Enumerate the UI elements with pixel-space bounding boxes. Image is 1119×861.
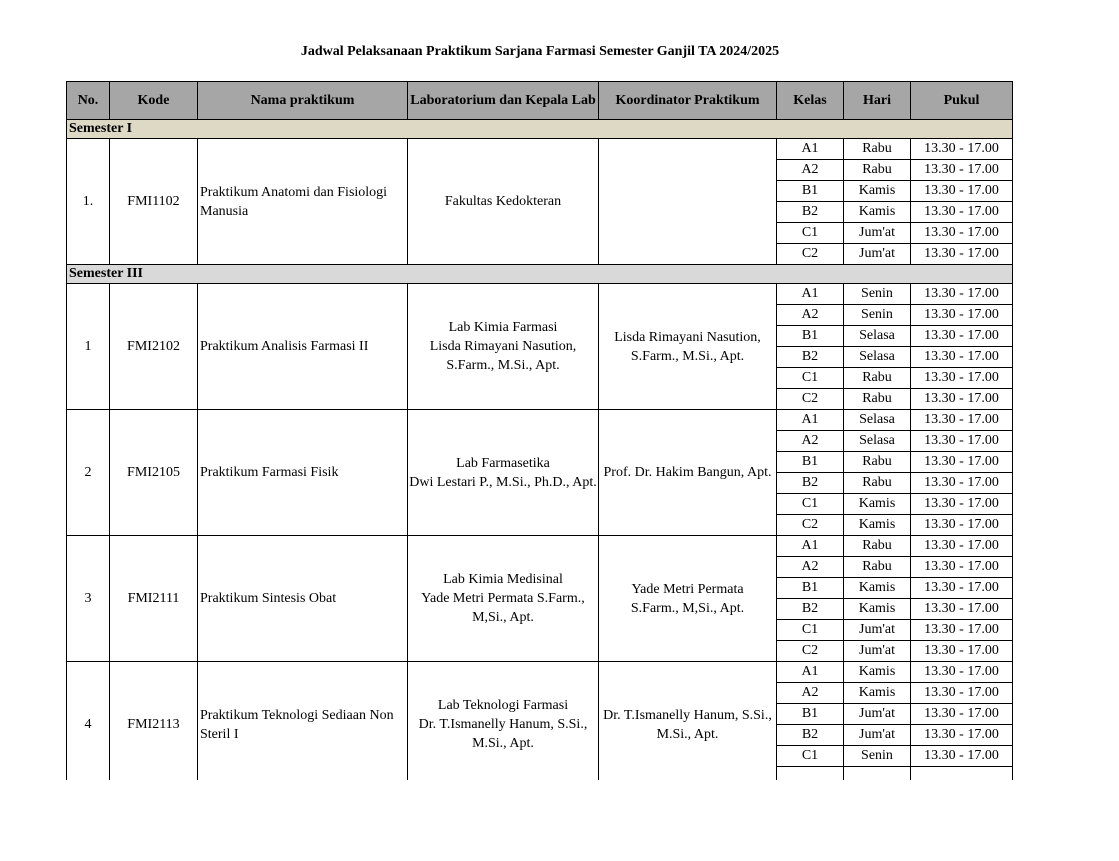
class-pukul-cell: 13.30 - 17.00 xyxy=(911,620,1013,641)
class-kelas-cell: B2 xyxy=(777,202,844,223)
course-no: 2 xyxy=(67,410,110,536)
class-pukul-cell: 13.30 - 17.00 xyxy=(911,410,1013,431)
course-code: FMI2111 xyxy=(110,536,198,662)
class-kelas-cell: A1 xyxy=(777,662,844,683)
class-pukul-cell: 13.30 - 17.00 xyxy=(911,305,1013,326)
class-pukul-cell: 13.30 - 17.00 xyxy=(911,139,1013,160)
class-kelas-cell: B1 xyxy=(777,452,844,473)
class-hari-cell: Jum'at xyxy=(844,725,911,746)
header-nama: Nama praktikum xyxy=(198,82,408,120)
course-coordinator: Lisda Rimayani Nasution, S.Farm., M.Si., Apt. xyxy=(599,284,777,410)
class-hari-cell: Rabu xyxy=(844,160,911,181)
class-kelas-cell: C2 xyxy=(777,515,844,536)
course-lab: Lab Kimia Farmasi Lisda Rimayani Nasution, S.Farm., M.Si., Apt. xyxy=(408,284,599,410)
class-kelas-cell: B2 xyxy=(777,725,844,746)
class-kelas-cell: A2 xyxy=(777,557,844,578)
course-no: 1. xyxy=(67,139,110,265)
semester-label: Semester I xyxy=(67,120,1013,139)
class-kelas-cell: C1 xyxy=(777,746,844,767)
class-kelas-cell: C1 xyxy=(777,494,844,515)
table-header-row xyxy=(67,82,1013,120)
class-hari-cell: Jum'at xyxy=(844,223,911,244)
course-name: Praktikum Farmasi Fisik xyxy=(198,410,408,536)
class-pukul-cell: 13.30 - 17.00 xyxy=(911,725,1013,746)
course-lab: Lab Teknologi Farmasi Dr. T.Ismanelly Hanum, S.Si., M.Si., Apt. xyxy=(408,662,599,781)
class-hari-cell: Kamis xyxy=(844,181,911,202)
class-pukul-cell: 13.30 - 17.00 xyxy=(911,202,1013,223)
class-hari-cell: Senin xyxy=(844,746,911,767)
header-kode: Kode xyxy=(110,82,198,120)
header-hari: Hari xyxy=(844,82,911,120)
table-row xyxy=(67,536,1013,557)
class-pukul-cell: 13.30 - 17.00 xyxy=(911,431,1013,452)
class-pukul-cell: 13.30 - 17.00 xyxy=(911,641,1013,662)
class-hari-cell: Jum'at xyxy=(844,244,911,265)
class-pukul-cell: 13.30 - 17.00 xyxy=(911,284,1013,305)
course-code: FMI1102 xyxy=(110,139,198,265)
class-hari-cell: Kamis xyxy=(844,599,911,620)
class-kelas-cell: A2 xyxy=(777,683,844,704)
course-name: Praktikum Sintesis Obat xyxy=(198,536,408,662)
page-title: Jadwal Pelaksanaan Praktikum Sarjana Farmasi Semester Ganjil TA 2024/2025 xyxy=(300,44,780,59)
course-code: FMI2105 xyxy=(110,410,198,536)
class-kelas-cell: C1 xyxy=(777,368,844,389)
table-row xyxy=(67,410,1013,431)
class-kelas-cell: C2 xyxy=(777,641,844,662)
class-kelas-cell: A2 xyxy=(777,305,844,326)
course-lab: Lab Kimia Medisinal Yade Metri Permata S.Farm., M,Si., Apt. xyxy=(408,536,599,662)
course-coordinator xyxy=(599,139,777,265)
class-hari-cell: Rabu xyxy=(844,473,911,494)
class-pukul-cell: 13.30 - 17.00 xyxy=(911,683,1013,704)
class-hari-cell: Senin xyxy=(844,284,911,305)
course-code: FMI2102 xyxy=(110,284,198,410)
class-hari-cell: Kamis xyxy=(844,494,911,515)
class-pukul-cell: 13.30 - 17.00 xyxy=(911,452,1013,473)
class-kelas-cell: B1 xyxy=(777,578,844,599)
header-pukul: Pukul xyxy=(911,82,1013,120)
class-hari-cell: Selasa xyxy=(844,326,911,347)
class-kelas-cell: A1 xyxy=(777,410,844,431)
semester-label: Semester III xyxy=(67,265,1013,284)
class-kelas-cell: B1 xyxy=(777,181,844,202)
class-kelas-cell: C2 xyxy=(777,244,844,265)
course-name: Praktikum Teknologi Sediaan Non Steril I xyxy=(198,662,408,781)
class-hari-cell: Rabu xyxy=(844,368,911,389)
class-kelas-cell: B1 xyxy=(777,326,844,347)
class-kelas-cell: A1 xyxy=(777,139,844,160)
class-kelas-cell: C1 xyxy=(777,620,844,641)
table-row xyxy=(67,284,1013,305)
header-koordinator: Koordinator Praktikum xyxy=(599,82,777,120)
class-hari-cell: Senin xyxy=(844,305,911,326)
class-pukul-cell: 13.30 - 17.00 xyxy=(911,578,1013,599)
class-kelas-cell: B1 xyxy=(777,704,844,725)
class-kelas-cell: C1 xyxy=(777,223,844,244)
course-no: 4 xyxy=(67,662,110,781)
class-hari-cell: Rabu xyxy=(844,536,911,557)
class-pukul-cell: 13.30 - 17.00 xyxy=(911,536,1013,557)
header-lab: Laboratorium dan Kepala Lab xyxy=(408,82,599,120)
class-hari-cell: Kamis xyxy=(844,515,911,536)
class-hari-cell: Jum'at xyxy=(844,704,911,725)
course-no: 1 xyxy=(67,284,110,410)
course-name: Praktikum Analisis Farmasi II xyxy=(198,284,408,410)
class-kelas-cell: B2 xyxy=(777,473,844,494)
course-lab: Fakultas Kedokteran xyxy=(408,139,599,265)
class-hari-cell: Kamis xyxy=(844,683,911,704)
course-no: 3 xyxy=(67,536,110,662)
table-body xyxy=(67,120,1013,781)
class-pukul-cell: 13.30 - 17.00 xyxy=(911,389,1013,410)
class-hari-cell: Jum'at xyxy=(844,620,911,641)
class-pukul-cell: 13.30 - 17.00 xyxy=(911,494,1013,515)
class-pukul-cell: 13.30 - 17.00 xyxy=(911,704,1013,725)
header-kelas: Kelas xyxy=(777,82,844,120)
semester-row xyxy=(67,265,1013,284)
class-pukul-cell: 13.30 - 17.00 xyxy=(911,557,1013,578)
empty-cell xyxy=(911,767,1013,781)
class-pukul-cell: 13.30 - 17.00 xyxy=(911,326,1013,347)
class-kelas-cell: A2 xyxy=(777,431,844,452)
semester-row xyxy=(67,120,1013,139)
course-code: FMI2113 xyxy=(110,662,198,781)
schedule-table-viewport xyxy=(66,81,1014,780)
course-name: Praktikum Anatomi dan Fisiologi Manusia xyxy=(198,139,408,265)
course-coordinator: Yade Metri Permata S.Farm., M,Si., Apt. xyxy=(599,536,777,662)
class-kelas-cell: B2 xyxy=(777,347,844,368)
class-pukul-cell: 13.30 - 17.00 xyxy=(911,347,1013,368)
class-hari-cell: Rabu xyxy=(844,557,911,578)
class-kelas-cell: C2 xyxy=(777,389,844,410)
class-pukul-cell: 13.30 - 17.00 xyxy=(911,244,1013,265)
class-pukul-cell: 13.30 - 17.00 xyxy=(911,473,1013,494)
class-pukul-cell: 13.30 - 17.00 xyxy=(911,181,1013,202)
course-lab: Lab Farmasetika Dwi Lestari P., M.Si., Ph.D., Apt. xyxy=(408,410,599,536)
class-kelas-cell: A2 xyxy=(777,160,844,181)
class-hari-cell: Kamis xyxy=(844,202,911,223)
table-row xyxy=(67,662,1013,683)
class-hari-cell: Rabu xyxy=(844,139,911,160)
class-pukul-cell: 13.30 - 17.00 xyxy=(911,515,1013,536)
class-hari-cell: Kamis xyxy=(844,578,911,599)
empty-cell xyxy=(844,767,911,781)
class-hari-cell: Kamis xyxy=(844,662,911,683)
class-hari-cell: Rabu xyxy=(844,389,911,410)
course-coordinator: Dr. T.Ismanelly Hanum, S.Si., M.Si., Apt. xyxy=(599,662,777,781)
class-pukul-cell: 13.30 - 17.00 xyxy=(911,599,1013,620)
class-hari-cell: Jum'at xyxy=(844,641,911,662)
class-pukul-cell: 13.30 - 17.00 xyxy=(911,368,1013,389)
course-coordinator: Prof. Dr. Hakim Bangun, Apt. xyxy=(599,410,777,536)
class-kelas-cell: A1 xyxy=(777,284,844,305)
class-pukul-cell: 13.30 - 17.00 xyxy=(911,223,1013,244)
class-hari-cell: Selasa xyxy=(844,347,911,368)
class-pukul-cell: 13.30 - 17.00 xyxy=(911,160,1013,181)
empty-cell xyxy=(777,767,844,781)
class-kelas-cell: B2 xyxy=(777,599,844,620)
header-no: No. xyxy=(67,82,110,120)
class-hari-cell: Selasa xyxy=(844,431,911,452)
class-pukul-cell: 13.30 - 17.00 xyxy=(911,746,1013,767)
table-row xyxy=(67,139,1013,160)
schedule-table xyxy=(66,81,1013,780)
class-pukul-cell: 13.30 - 17.00 xyxy=(911,662,1013,683)
class-kelas-cell: A1 xyxy=(777,536,844,557)
class-hari-cell: Selasa xyxy=(844,410,911,431)
class-hari-cell: Rabu xyxy=(844,452,911,473)
